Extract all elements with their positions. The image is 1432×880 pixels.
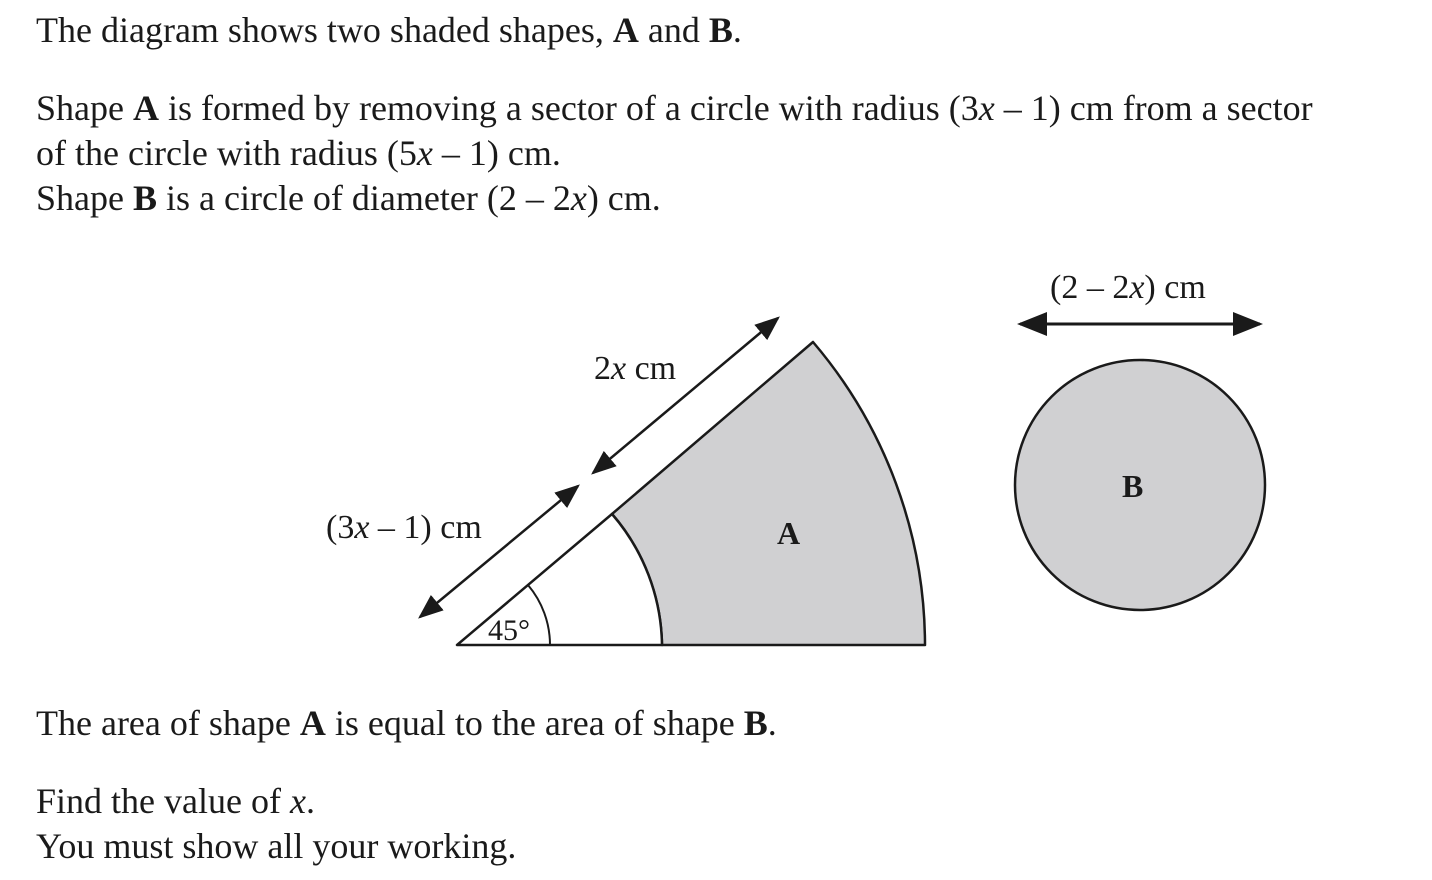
shape-b-description: Shape B is a circle of diameter (2 – 2x) cm. [36, 178, 661, 218]
diameter-label: (2 – 2x) cm [1050, 269, 1206, 306]
task-statement: Find the value of x. [36, 781, 315, 821]
angle-label: 45° [488, 614, 530, 647]
label-2x-cm: 2x cm [594, 350, 677, 387]
shape-a-description-line-1: Shape A is formed by removing a sector of a circle with radius (3x – 1) cm from a sector [36, 88, 1313, 128]
instruction-statement: You must show all your working. [36, 826, 517, 866]
label-3x-minus-1-cm: (3x – 1) cm [326, 509, 482, 546]
intro-text: The diagram shows two shaded shapes, A and B. [36, 10, 742, 50]
shape-a-description-line-2: of the circle with radius (5x – 1) cm. [36, 133, 561, 173]
shape-b-label: B [1122, 468, 1144, 504]
shape-a-label: A [777, 515, 801, 551]
equality-statement: The area of shape A is equal to the area of shape B. [36, 703, 777, 743]
shape-a-region [612, 342, 925, 645]
